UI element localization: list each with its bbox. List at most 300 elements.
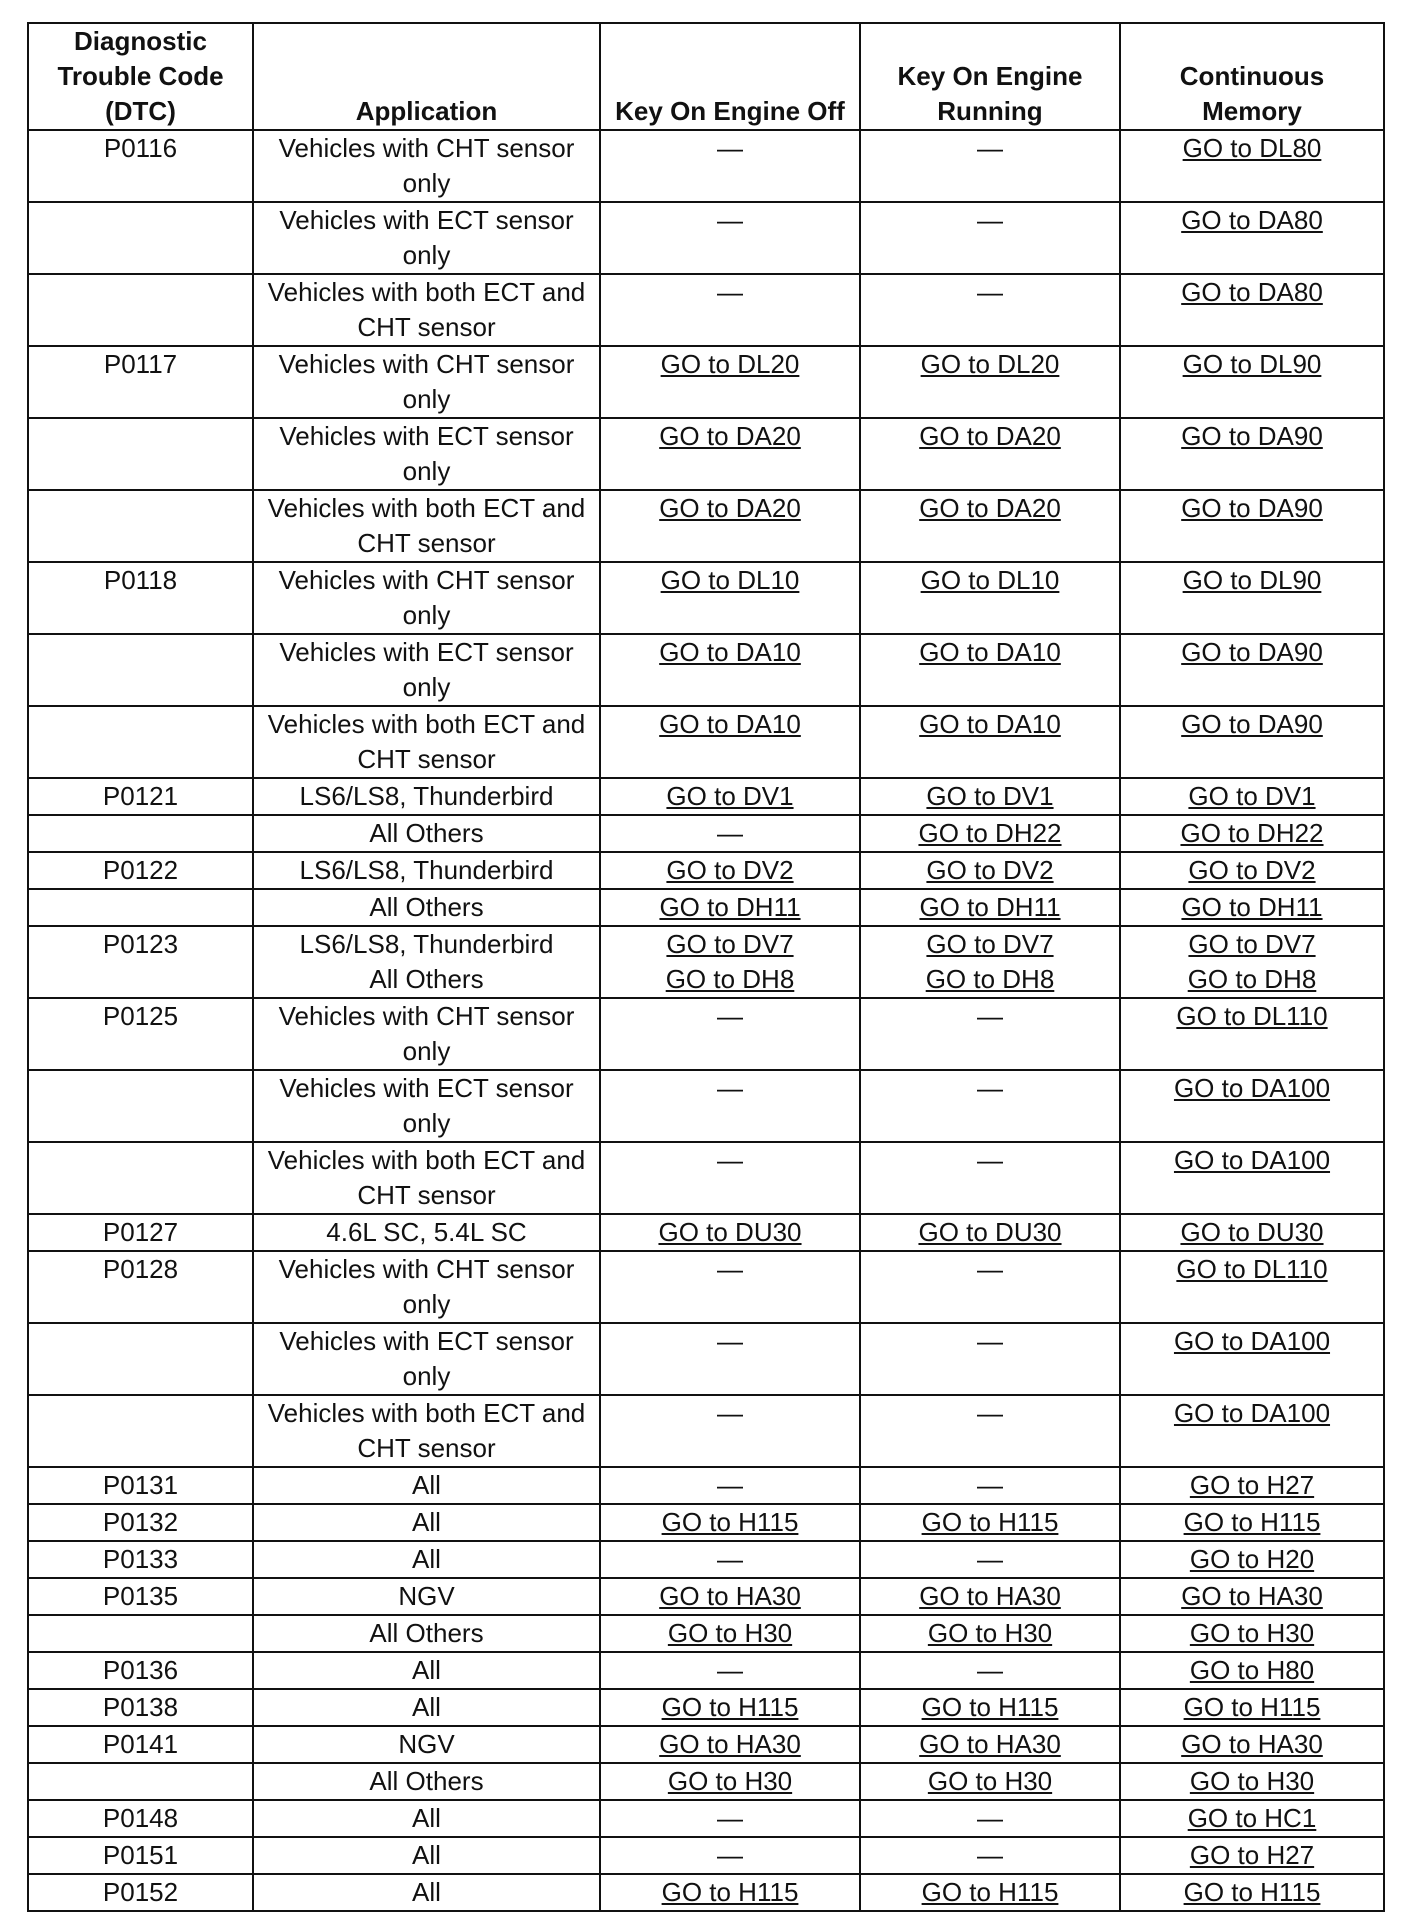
go-to-link[interactable]: GO to H27 xyxy=(1189,1840,1315,1870)
go-to-link[interactable]: GO to DL10 xyxy=(660,565,800,595)
application-cell-text: All xyxy=(412,1544,441,1574)
go-to-link[interactable]: GO to H27 xyxy=(1189,1470,1315,1500)
dtc-cell xyxy=(28,634,253,706)
application-cell xyxy=(253,998,600,1070)
not-applicable-dash: — xyxy=(717,1001,743,1031)
table-row xyxy=(28,1689,1384,1726)
continuous-memory-cell xyxy=(1120,1800,1384,1837)
application-cell xyxy=(253,1689,600,1726)
dtc-cell xyxy=(28,998,253,1070)
header-row xyxy=(28,23,1384,130)
application-cell-text: LS6/LS8, Thunderbird xyxy=(299,855,554,885)
continuous-memory-cell xyxy=(1120,490,1384,562)
key-on-engine-off-cell xyxy=(600,926,860,998)
dtc-cell-text: P0138 xyxy=(102,1692,179,1722)
go-to-link[interactable]: GO to DA20 xyxy=(919,493,1061,523)
dtc-cell xyxy=(28,1395,253,1467)
application-cell xyxy=(253,1874,600,1911)
key-on-engine-off-cell xyxy=(600,1541,860,1578)
key-on-engine-off-cell xyxy=(600,1467,860,1504)
key-on-engine-running-cell xyxy=(860,852,1120,889)
application-cell-text: All Others xyxy=(369,1618,484,1648)
not-applicable-dash: — xyxy=(717,1840,743,1870)
key-on-engine-running-cell xyxy=(860,706,1120,778)
application-cell xyxy=(253,130,600,202)
dtc-cell-text: P0121 xyxy=(102,781,179,811)
key-on-engine-running-cell xyxy=(860,634,1120,706)
key-on-engine-off-cell xyxy=(600,1504,860,1541)
dtc-cell-text: P0128 xyxy=(102,1254,179,1284)
table-row xyxy=(28,490,1384,562)
key-on-engine-off-cell xyxy=(600,706,860,778)
key-on-engine-running-cell xyxy=(860,1689,1120,1726)
dtc-cell xyxy=(28,1142,253,1214)
application-cell-text: Vehicles with ECT sensor only xyxy=(279,637,574,702)
go-to-link[interactable]: GO to HA30 xyxy=(659,1581,801,1611)
table-row xyxy=(28,1070,1384,1142)
go-to-link[interactable]: GO to DL10 xyxy=(920,565,1060,595)
go-to-link[interactable]: GO to DU30 xyxy=(918,1217,1062,1247)
go-to-link[interactable]: GO to DA80 xyxy=(1181,205,1323,235)
application-cell xyxy=(253,1504,600,1541)
table-row xyxy=(28,130,1384,202)
go-to-link[interactable]: GO to H30 xyxy=(927,1618,1053,1648)
go-to-link[interactable]: GO to DV7 xyxy=(1188,929,1316,959)
table-row xyxy=(28,1395,1384,1467)
application-cell-text: NGV xyxy=(398,1581,455,1611)
application-cell xyxy=(253,706,600,778)
dtc-cell-text: P0125 xyxy=(102,1001,179,1031)
go-to-link[interactable]: GO to H115 xyxy=(921,1507,1059,1537)
dtc-cell xyxy=(28,926,253,998)
continuous-memory-cell xyxy=(1120,1578,1384,1615)
dtc-table xyxy=(27,22,1385,1912)
go-to-link[interactable]: GO to DV7 xyxy=(666,929,794,959)
go-to-link[interactable]: GO to DA100 xyxy=(1173,1145,1331,1175)
key-on-engine-running-cell xyxy=(860,490,1120,562)
table-row xyxy=(28,1467,1384,1504)
table-row xyxy=(28,1251,1384,1323)
table-row xyxy=(28,1874,1384,1911)
table-row xyxy=(28,889,1384,926)
key-on-engine-running-cell xyxy=(860,1800,1120,1837)
application-cell-text: 4.6L SC, 5.4L SC xyxy=(326,1217,527,1247)
continuous-memory-cell xyxy=(1120,1541,1384,1578)
go-to-link[interactable]: GO to HA30 xyxy=(659,1729,801,1759)
key-on-engine-off-cell xyxy=(600,1763,860,1800)
application-cell xyxy=(253,1800,600,1837)
go-to-link[interactable]: GO to DV1 xyxy=(1188,781,1316,811)
dtc-cell-text: P0117 xyxy=(103,349,178,379)
go-to-link[interactable]: GO to DH22 xyxy=(1180,818,1324,848)
application-cell xyxy=(253,778,600,815)
go-to-link[interactable]: GO to H115 xyxy=(661,1507,799,1537)
go-to-link[interactable]: GO to DV2 xyxy=(666,855,794,885)
go-to-link[interactable]: GO to DA10 xyxy=(659,709,801,739)
application-cell xyxy=(253,852,600,889)
key-on-engine-off-cell xyxy=(600,1578,860,1615)
go-to-link[interactable]: GO to DL90 xyxy=(1182,349,1322,379)
go-to-link[interactable]: GO to H115 xyxy=(1183,1692,1321,1722)
key-on-engine-off-cell xyxy=(600,1652,860,1689)
go-to-link[interactable]: GO to DA90 xyxy=(1181,421,1323,451)
dtc-cell xyxy=(28,1578,253,1615)
application-cell-text: All xyxy=(412,1507,441,1537)
application-cell-text: Vehicles with both ECT and CHT sensor xyxy=(267,277,586,342)
go-to-link[interactable]: GO to HA30 xyxy=(919,1729,1061,1759)
go-to-link[interactable]: GO to H30 xyxy=(667,1618,793,1648)
go-to-link[interactable]: GO to DA10 xyxy=(659,637,801,667)
table-row xyxy=(28,274,1384,346)
go-to-link[interactable]: GO to DH11 xyxy=(1181,892,1323,922)
not-applicable-dash: — xyxy=(717,818,743,848)
continuous-memory-cell xyxy=(1120,926,1384,998)
not-applicable-dash: — xyxy=(717,1145,743,1175)
go-to-link[interactable]: GO to DV2 xyxy=(926,855,1054,885)
application-cell xyxy=(253,562,600,634)
key-on-engine-running-cell xyxy=(860,1070,1120,1142)
key-on-engine-off-cell xyxy=(600,1395,860,1467)
continuous-memory-cell xyxy=(1120,1615,1384,1652)
table-row xyxy=(28,1578,1384,1615)
dtc-cell-text: P0151 xyxy=(102,1840,179,1870)
go-to-link[interactable]: GO to DA100 xyxy=(1173,1073,1331,1103)
continuous-memory-cell xyxy=(1120,1142,1384,1214)
not-applicable-dash: — xyxy=(717,1254,743,1284)
dtc-cell xyxy=(28,706,253,778)
not-applicable-dash: — xyxy=(977,1398,1003,1428)
header-dtc: Diagnostic Trouble Code (DTC) xyxy=(28,23,253,130)
application-cell xyxy=(253,1251,600,1323)
go-to-link[interactable]: GO to DH8 xyxy=(925,964,1055,994)
dtc-cell xyxy=(28,778,253,815)
go-to-link[interactable]: GO to H20 xyxy=(1189,1544,1315,1574)
not-applicable-dash: — xyxy=(977,205,1003,235)
application-cell-text: Vehicles with both ECT and CHT sensor xyxy=(267,709,586,774)
dtc-cell xyxy=(28,346,253,418)
key-on-engine-running-cell xyxy=(860,815,1120,852)
go-to-link[interactable]: GO to DL90 xyxy=(1182,565,1322,595)
key-on-engine-running-cell xyxy=(860,1837,1120,1874)
table-row xyxy=(28,1837,1384,1874)
table-row xyxy=(28,202,1384,274)
continuous-memory-cell xyxy=(1120,1467,1384,1504)
key-on-engine-off-cell xyxy=(600,889,860,926)
go-to-link[interactable]: GO to DA100 xyxy=(1173,1398,1331,1428)
key-on-engine-running-cell xyxy=(860,562,1120,634)
go-to-link[interactable]: GO to DA100 xyxy=(1173,1326,1331,1356)
dtc-cell xyxy=(28,1874,253,1911)
application-cell xyxy=(253,1395,600,1467)
dtc-cell-text: P0148 xyxy=(102,1803,179,1833)
application-cell-text: Vehicles with CHT sensor only xyxy=(278,349,575,414)
table-row xyxy=(28,1615,1384,1652)
not-applicable-dash: — xyxy=(977,1840,1003,1870)
not-applicable-dash: — xyxy=(717,1803,743,1833)
dtc-cell-text: P0123 xyxy=(102,929,179,959)
go-to-link[interactable]: GO to H30 xyxy=(667,1766,793,1796)
header-continuous-memory: Continuous Memory xyxy=(1120,23,1384,130)
key-on-engine-off-cell xyxy=(600,490,860,562)
key-on-engine-running-cell xyxy=(860,1504,1120,1541)
application-cell xyxy=(253,926,600,998)
dtc-cell xyxy=(28,274,253,346)
dtc-cell xyxy=(28,1251,253,1323)
not-applicable-dash: — xyxy=(717,133,743,163)
go-to-link[interactable]: GO to DH11 xyxy=(919,892,1061,922)
dtc-cell xyxy=(28,1323,253,1395)
go-to-link[interactable]: GO to HC1 xyxy=(1187,1803,1317,1833)
not-applicable-dash: — xyxy=(717,277,743,307)
go-to-link[interactable]: GO to DL110 xyxy=(1176,1001,1328,1031)
not-applicable-dash: — xyxy=(977,1655,1003,1685)
dtc-cell xyxy=(28,1070,253,1142)
table-row xyxy=(28,1726,1384,1763)
go-to-link[interactable]: GO to HA30 xyxy=(1181,1581,1323,1611)
not-applicable-dash: — xyxy=(977,1803,1003,1833)
go-to-link[interactable]: GO to DV1 xyxy=(666,781,794,811)
key-on-engine-off-cell xyxy=(600,1689,860,1726)
application-cell xyxy=(253,1652,600,1689)
go-to-link[interactable]: GO to DL20 xyxy=(920,349,1060,379)
key-on-engine-running-cell xyxy=(860,130,1120,202)
go-to-link[interactable]: GO to DA20 xyxy=(659,421,801,451)
continuous-memory-cell xyxy=(1120,1323,1384,1395)
continuous-memory-cell xyxy=(1120,562,1384,634)
key-on-engine-off-cell xyxy=(600,1323,860,1395)
application-cell xyxy=(253,1578,600,1615)
continuous-memory-cell xyxy=(1120,815,1384,852)
application-cell xyxy=(253,1541,600,1578)
key-on-engine-off-cell xyxy=(600,778,860,815)
application-cell-text: All xyxy=(412,1877,441,1907)
key-on-engine-off-cell xyxy=(600,1726,860,1763)
application-cell-text: All Others xyxy=(369,964,484,994)
key-on-engine-off-cell xyxy=(600,1874,860,1911)
dtc-cell xyxy=(28,889,253,926)
table-row xyxy=(28,706,1384,778)
continuous-memory-cell xyxy=(1120,706,1384,778)
dtc-cell xyxy=(28,1726,253,1763)
key-on-engine-off-cell xyxy=(600,1070,860,1142)
go-to-link[interactable]: GO to HA30 xyxy=(1181,1729,1323,1759)
dtc-cell xyxy=(28,1541,253,1578)
go-to-link[interactable]: GO to DH8 xyxy=(665,964,795,994)
go-to-link[interactable]: GO to DL80 xyxy=(1182,133,1322,163)
application-cell-text: Vehicles with ECT sensor only xyxy=(279,205,574,270)
go-to-link[interactable]: GO to DV1 xyxy=(926,781,1054,811)
continuous-memory-cell xyxy=(1120,130,1384,202)
continuous-memory-cell xyxy=(1120,1070,1384,1142)
go-to-link[interactable]: GO to DV2 xyxy=(1188,855,1316,885)
go-to-link[interactable]: GO to H30 xyxy=(1189,1618,1315,1648)
continuous-memory-cell xyxy=(1120,1689,1384,1726)
go-to-link[interactable]: GO to DA90 xyxy=(1181,493,1323,523)
table-row xyxy=(28,634,1384,706)
dtc-cell xyxy=(28,1652,253,1689)
go-to-link[interactable]: GO to H30 xyxy=(1189,1766,1315,1796)
not-applicable-dash: — xyxy=(977,1326,1003,1356)
go-to-link[interactable]: GO to DA90 xyxy=(1181,709,1323,739)
key-on-engine-running-cell xyxy=(860,1467,1120,1504)
table-row xyxy=(28,1541,1384,1578)
dtc-cell-text: P0127 xyxy=(102,1217,179,1247)
application-cell xyxy=(253,1763,600,1800)
dtc-cell-text: P0122 xyxy=(102,855,179,885)
application-cell xyxy=(253,1615,600,1652)
key-on-engine-running-cell xyxy=(860,1874,1120,1911)
key-on-engine-off-cell xyxy=(600,274,860,346)
table-body xyxy=(28,130,1384,1911)
dtc-table-container xyxy=(27,22,1385,1912)
go-to-link[interactable]: GO to DH8 xyxy=(1187,964,1317,994)
not-applicable-dash: — xyxy=(717,1073,743,1103)
dtc-cell xyxy=(28,1615,253,1652)
key-on-engine-running-cell xyxy=(860,202,1120,274)
application-cell-text: Vehicles with both ECT and CHT sensor xyxy=(267,493,586,558)
go-to-link[interactable]: GO to DA80 xyxy=(1181,277,1323,307)
go-to-link[interactable]: GO to DA10 xyxy=(919,709,1061,739)
application-cell-text: NGV xyxy=(398,1729,455,1759)
table-row xyxy=(28,778,1384,815)
dtc-cell xyxy=(28,1214,253,1251)
header-application: Application xyxy=(253,23,600,130)
table-row xyxy=(28,926,1384,998)
not-applicable-dash: — xyxy=(977,1544,1003,1574)
table-row xyxy=(28,1763,1384,1800)
key-on-engine-off-cell xyxy=(600,1214,860,1251)
go-to-link[interactable]: GO to H115 xyxy=(1183,1507,1321,1537)
go-to-link[interactable]: GO to HA30 xyxy=(919,1581,1061,1611)
key-on-engine-running-cell xyxy=(860,1615,1120,1652)
application-cell-text: LS6/LS8, Thunderbird xyxy=(299,929,554,959)
key-on-engine-running-cell xyxy=(860,778,1120,815)
key-on-engine-running-cell xyxy=(860,1323,1120,1395)
application-cell xyxy=(253,490,600,562)
application-cell xyxy=(253,815,600,852)
go-to-link[interactable]: GO to DV7 xyxy=(926,929,1054,959)
continuous-memory-cell xyxy=(1120,346,1384,418)
go-to-link[interactable]: GO to DA20 xyxy=(659,493,801,523)
dtc-cell xyxy=(28,1689,253,1726)
application-cell-text: Vehicles with CHT sensor only xyxy=(278,1001,575,1066)
go-to-link[interactable]: GO to DL20 xyxy=(660,349,800,379)
continuous-memory-cell xyxy=(1120,852,1384,889)
key-on-engine-running-cell xyxy=(860,1578,1120,1615)
go-to-link[interactable]: GO to DA20 xyxy=(919,421,1061,451)
not-applicable-dash: — xyxy=(717,1655,743,1685)
go-to-link[interactable]: GO to H115 xyxy=(661,1877,799,1907)
dtc-cell xyxy=(28,1800,253,1837)
key-on-engine-off-cell xyxy=(600,1615,860,1652)
table-row xyxy=(28,998,1384,1070)
go-to-link[interactable]: GO to DA10 xyxy=(919,637,1061,667)
dtc-cell xyxy=(28,490,253,562)
key-on-engine-running-cell xyxy=(860,1395,1120,1467)
key-on-engine-running-cell xyxy=(860,274,1120,346)
not-applicable-dash: — xyxy=(977,1254,1003,1284)
header-key-on-engine-running: Key On Engine Running xyxy=(860,23,1120,130)
application-cell-text: All xyxy=(412,1692,441,1722)
not-applicable-dash: — xyxy=(977,1001,1003,1031)
key-on-engine-running-cell xyxy=(860,1251,1120,1323)
go-to-link[interactable]: GO to DU30 xyxy=(1180,1217,1324,1247)
go-to-link[interactable]: GO to H30 xyxy=(927,1766,1053,1796)
application-cell xyxy=(253,889,600,926)
dtc-cell-text: P0116 xyxy=(103,133,178,163)
dtc-cell-text: P0118 xyxy=(103,565,178,595)
table-row xyxy=(28,1504,1384,1541)
key-on-engine-running-cell xyxy=(860,1142,1120,1214)
continuous-memory-cell xyxy=(1120,998,1384,1070)
not-applicable-dash: — xyxy=(717,1398,743,1428)
continuous-memory-cell xyxy=(1120,1504,1384,1541)
application-cell-text: Vehicles with CHT sensor only xyxy=(278,1254,575,1319)
go-to-link[interactable]: GO to H80 xyxy=(1189,1655,1315,1685)
application-cell-text: Vehicles with CHT sensor only xyxy=(278,133,575,198)
go-to-link[interactable]: GO to H115 xyxy=(921,1877,1059,1907)
not-applicable-dash: — xyxy=(717,1544,743,1574)
continuous-memory-cell xyxy=(1120,418,1384,490)
application-cell-text: All Others xyxy=(369,892,484,922)
application-cell xyxy=(253,1467,600,1504)
not-applicable-dash: — xyxy=(977,277,1003,307)
application-cell xyxy=(253,1837,600,1874)
key-on-engine-running-cell xyxy=(860,998,1120,1070)
not-applicable-dash: — xyxy=(977,1470,1003,1500)
go-to-link[interactable]: GO to H115 xyxy=(921,1692,1059,1722)
continuous-memory-cell xyxy=(1120,274,1384,346)
dtc-cell-text: P0133 xyxy=(102,1544,179,1574)
go-to-link[interactable]: GO to DL110 xyxy=(1176,1254,1328,1284)
key-on-engine-running-cell xyxy=(860,1214,1120,1251)
dtc-cell xyxy=(28,815,253,852)
application-cell xyxy=(253,202,600,274)
go-to-link[interactable]: GO to H115 xyxy=(1183,1877,1321,1907)
dtc-cell-text: P0135 xyxy=(102,1581,179,1611)
key-on-engine-off-cell xyxy=(600,346,860,418)
not-applicable-dash: — xyxy=(717,205,743,235)
go-to-link[interactable]: GO to H115 xyxy=(661,1692,799,1722)
go-to-link[interactable]: GO to DH11 xyxy=(659,892,801,922)
table-row xyxy=(28,418,1384,490)
not-applicable-dash: — xyxy=(977,133,1003,163)
key-on-engine-off-cell xyxy=(600,815,860,852)
key-on-engine-running-cell xyxy=(860,418,1120,490)
dtc-cell xyxy=(28,1763,253,1800)
key-on-engine-off-cell xyxy=(600,1251,860,1323)
table-row xyxy=(28,346,1384,418)
continuous-memory-cell xyxy=(1120,1874,1384,1911)
go-to-link[interactable]: GO to DA90 xyxy=(1181,637,1323,667)
go-to-link[interactable]: GO to DU30 xyxy=(658,1217,802,1247)
table-row xyxy=(28,1214,1384,1251)
go-to-link[interactable]: GO to DH22 xyxy=(918,818,1062,848)
dtc-cell xyxy=(28,1837,253,1874)
table-row xyxy=(28,562,1384,634)
not-applicable-dash: — xyxy=(977,1073,1003,1103)
key-on-engine-off-cell xyxy=(600,1800,860,1837)
dtc-cell-text: P0131 xyxy=(102,1470,179,1500)
continuous-memory-cell xyxy=(1120,1763,1384,1800)
key-on-engine-off-cell xyxy=(600,1142,860,1214)
application-cell-text: LS6/LS8, Thunderbird xyxy=(299,781,554,811)
dtc-cell-text: P0132 xyxy=(102,1507,179,1537)
continuous-memory-cell xyxy=(1120,1652,1384,1689)
continuous-memory-cell xyxy=(1120,1395,1384,1467)
table-row xyxy=(28,815,1384,852)
application-cell-text: Vehicles with both ECT and CHT sensor xyxy=(267,1145,586,1210)
